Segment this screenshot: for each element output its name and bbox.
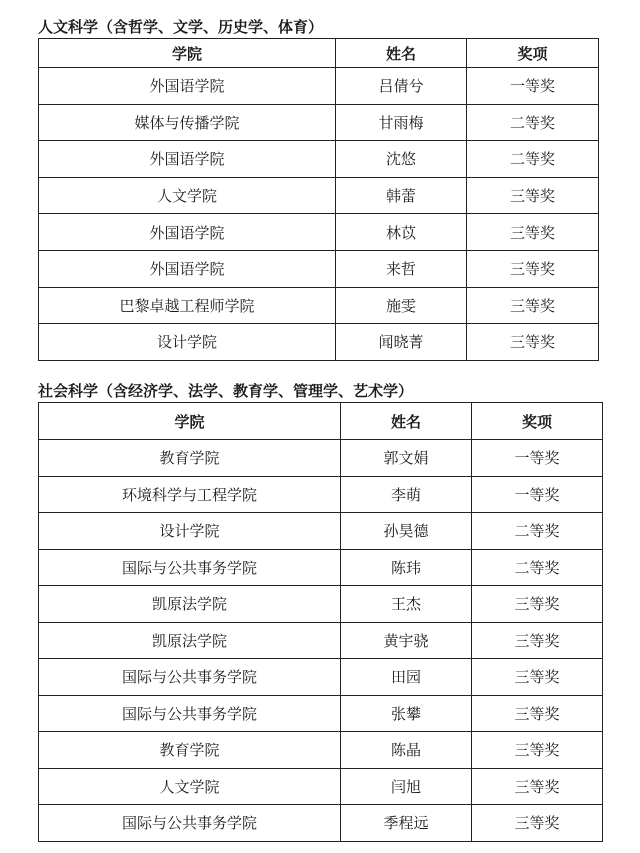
cell-name: 林苡	[336, 214, 467, 251]
cell-name: 田园	[341, 659, 472, 696]
cell-college: 环境科学与工程学院	[39, 476, 341, 513]
column-header-college: 学院	[39, 39, 336, 68]
cell-name: 陈玮	[341, 549, 472, 586]
cell-college: 设计学院	[39, 513, 341, 550]
cell-name: 来哲	[336, 250, 467, 287]
cell-name: 李萌	[341, 476, 472, 513]
social-sciences-table-body	[39, 440, 603, 842]
cell-award: 一等奖	[472, 440, 603, 477]
cell-award: 三等奖	[472, 732, 603, 769]
social-sciences-award-table	[38, 402, 603, 842]
table-row	[39, 805, 603, 842]
column-header-award: 奖项	[472, 403, 603, 440]
cell-college: 凯原法学院	[39, 586, 341, 623]
cell-college: 巴黎卓越工程师学院	[39, 287, 336, 324]
cell-award: 二等奖	[472, 513, 603, 550]
table-row	[39, 250, 599, 287]
cell-award: 二等奖	[467, 141, 599, 178]
cell-award: 三等奖	[472, 695, 603, 732]
table-row	[39, 659, 603, 696]
table-row	[39, 732, 603, 769]
cell-name: 施雯	[336, 287, 467, 324]
cell-award: 一等奖	[467, 68, 599, 105]
cell-college: 人文学院	[39, 768, 341, 805]
cell-award: 三等奖	[472, 622, 603, 659]
table-row	[39, 177, 599, 214]
cell-award: 三等奖	[472, 586, 603, 623]
cell-college: 媒体与传播学院	[39, 104, 336, 141]
cell-name: 季程远	[341, 805, 472, 842]
cell-award: 三等奖	[472, 805, 603, 842]
cell-college: 教育学院	[39, 440, 341, 477]
table-row	[39, 440, 603, 477]
column-header-name: 姓名	[341, 403, 472, 440]
table-row	[39, 695, 603, 732]
cell-college: 凯原法学院	[39, 622, 341, 659]
table-header-row	[39, 39, 599, 68]
cell-award: 三等奖	[467, 287, 599, 324]
section-title-social-sciences: 社会科学（含经济学、法学、教育学、管理学、艺术学）	[38, 382, 414, 400]
cell-college: 国际与公共事务学院	[39, 659, 341, 696]
cell-name: 闻晓菁	[336, 324, 467, 361]
cell-award: 三等奖	[467, 250, 599, 287]
cell-college: 外国语学院	[39, 250, 336, 287]
cell-name: 甘雨梅	[336, 104, 467, 141]
cell-award: 三等奖	[467, 214, 599, 251]
cell-award: 二等奖	[467, 104, 599, 141]
humanities-award-table	[38, 38, 599, 361]
cell-name: 沈悠	[336, 141, 467, 178]
table-row	[39, 476, 603, 513]
cell-award: 一等奖	[472, 476, 603, 513]
cell-college: 设计学院	[39, 324, 336, 361]
humanities-table-body	[39, 68, 599, 361]
cell-college: 国际与公共事务学院	[39, 549, 341, 586]
cell-college: 外国语学院	[39, 214, 336, 251]
table-row	[39, 549, 603, 586]
table-row	[39, 287, 599, 324]
cell-award: 三等奖	[467, 177, 599, 214]
cell-name: 吕倩兮	[336, 68, 467, 105]
cell-college: 国际与公共事务学院	[39, 695, 341, 732]
table-row	[39, 586, 603, 623]
column-header-award: 奖项	[467, 39, 599, 68]
table-row	[39, 141, 599, 178]
cell-college: 外国语学院	[39, 68, 336, 105]
cell-award: 三等奖	[472, 768, 603, 805]
cell-name: 孙昊德	[341, 513, 472, 550]
table-row	[39, 622, 603, 659]
table-row	[39, 324, 599, 361]
cell-name: 黄宇骁	[341, 622, 472, 659]
cell-name: 陈晶	[341, 732, 472, 769]
table-row	[39, 104, 599, 141]
table-row	[39, 68, 599, 105]
cell-college: 人文学院	[39, 177, 336, 214]
cell-college: 外国语学院	[39, 141, 336, 178]
cell-name: 张攀	[341, 695, 472, 732]
cell-award: 二等奖	[472, 549, 603, 586]
table-row	[39, 768, 603, 805]
cell-name: 韩蕾	[336, 177, 467, 214]
table-row	[39, 513, 603, 550]
column-header-name: 姓名	[336, 39, 467, 68]
column-header-college: 学院	[39, 403, 341, 440]
table-row	[39, 214, 599, 251]
cell-college: 国际与公共事务学院	[39, 805, 341, 842]
cell-name: 闫旭	[341, 768, 472, 805]
cell-name: 郭文娟	[341, 440, 472, 477]
section-title-humanities: 人文科学（含哲学、文学、历史学、体育）	[38, 18, 324, 36]
cell-award: 三等奖	[472, 659, 603, 696]
table-header-row	[39, 403, 603, 440]
cell-award: 三等奖	[467, 324, 599, 361]
cell-college: 教育学院	[39, 732, 341, 769]
cell-name: 王杰	[341, 586, 472, 623]
